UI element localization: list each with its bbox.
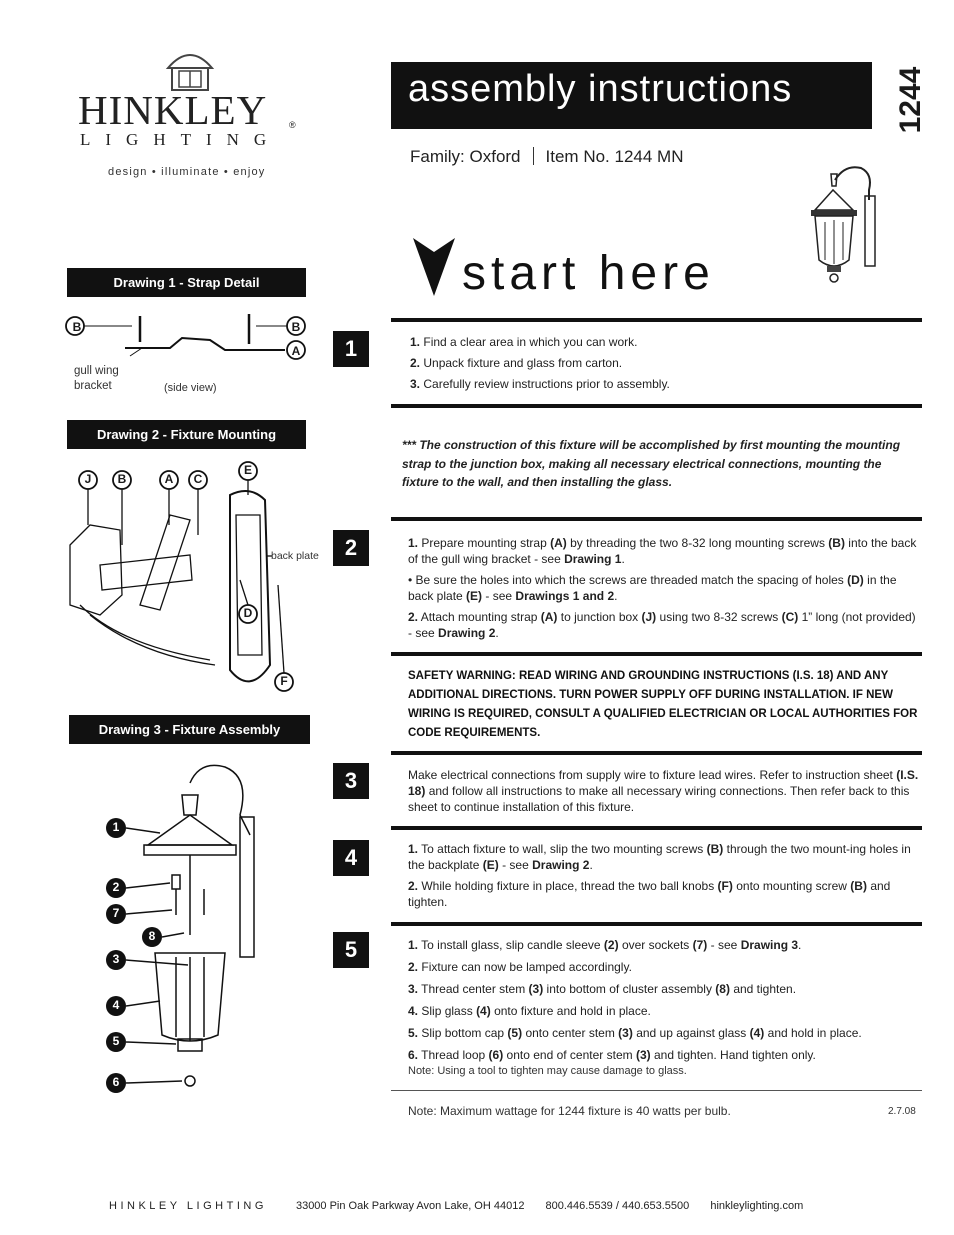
list-item: 5. Slip bottom cap (5) onto center stem (3) and up against glass (4) and hold in place. (408, 1026, 862, 1040)
logo-lantern-icon (160, 44, 220, 92)
divider (391, 751, 922, 755)
divider (391, 517, 922, 521)
callout-4: 4 (112, 998, 120, 1012)
footer (109, 1200, 803, 1212)
divider (391, 922, 922, 926)
item-number: Item No. 1244 MN (545, 147, 684, 166)
fixture-assembly-diagram (100, 755, 280, 1095)
safety-warning: SAFETY WARNING: READ WIRING AND GROUNDING INSTRUCTIONS (I.S. 18) AND ANY ADDITIONAL DIRECTIONS. TURN POWER SUPPLY OFF DURING INSTALLATION. IF NEW WIRING IS REQUIRED, CONSULT A QUALIFIED ELECTRICIAN OR LOCAL AUTHORITIES FOR CODE REQUIREMENTS. (408, 670, 918, 739)
callout-3: 3 (112, 952, 120, 966)
list-item: 3. Thread center stem (3) into bottom of cluster assembly (8) and tighten. (408, 982, 797, 996)
list-item: 2. Unpack fixture and glass from carton. (410, 356, 623, 370)
list-item: • Be sure the holes into which the screws are threaded match the spacing of holes (D) in the back plate (E) - see Drawings 1 and 2. (408, 573, 897, 603)
start-here-heading: start here (462, 247, 715, 300)
item-code: 1244 (894, 66, 927, 134)
list-item: 2. Attach mounting strap (A) to junction box (J) using two 8-32 screws (C) 1” long (not provided) - see Drawing 2. (408, 610, 916, 640)
callout-e: E (243, 463, 252, 477)
list-item: 3. Carefully review instructions prior to assembly. (410, 377, 670, 391)
divider (391, 826, 922, 830)
side-view-label: (side view) (164, 382, 217, 394)
glass-note: Note: Using a tool to tighten may cause damage to glass. (408, 1065, 687, 1077)
step-5-number: 5 (333, 932, 369, 968)
page-title: assembly instructions (408, 68, 793, 110)
step-5-text (408, 937, 920, 1079)
logo-brand: HINKLEY (78, 87, 268, 133)
drawing-3-title: Drawing 3 - Fixture Assembly (69, 715, 310, 744)
step-1-text (410, 334, 915, 397)
step-2-text (408, 535, 918, 646)
callout-b: B (72, 320, 82, 334)
callout-5: 5 (112, 1034, 120, 1048)
step-3-number: 3 (333, 763, 369, 799)
gull-wing-label: gull wing (74, 365, 119, 377)
list-item: 1. To install glass, slip candle sleeve (2) over sockets (7) - see Drawing 3. (408, 938, 802, 952)
footer-brand: HINKLEY LIGHTING (109, 1200, 267, 1212)
family-line (410, 147, 683, 167)
callout-a: A (164, 472, 174, 486)
callout-b: B (291, 320, 301, 334)
step-3-text: Make electrical connections from supply wire to fixture lead wires. Refer to instruction sheet (I.S. 18) and follow all instructions to make all necessary wiring connections. Then refer back to this sheet to continue installation of this fixture. (408, 768, 919, 814)
list-item: 1. To attach fixture to wall, slip the two mounting screws (B) through the two mount-ing holes in the backplate (E) - see Drawing 2. (408, 842, 911, 872)
registered-mark: ® (289, 120, 296, 130)
footer-website: hinkleylighting.com (710, 1200, 804, 1212)
divider (391, 404, 922, 408)
divider (391, 1090, 922, 1091)
back-plate-label: back plate (271, 550, 319, 562)
callout-j: J (84, 472, 92, 486)
callout-b: B (117, 472, 127, 486)
bracket-label: bracket (74, 380, 112, 392)
drawing-2-title: Drawing 2 - Fixture Mounting (67, 420, 306, 449)
fixture-mounting-diagram (60, 455, 320, 700)
list-item: 1. Prepare mounting strap (A) by threading the two 8-32 long mounting screws (B) into the back of the gull wing bracket - see Drawing 1. (408, 536, 917, 566)
step-4-text (408, 841, 918, 915)
step-1-number: 1 (333, 331, 369, 367)
callout-8: 8 (148, 929, 156, 943)
drawing-1-title: Drawing 1 - Strap Detail (67, 268, 306, 297)
intro-note: *** The construction of this fixture will be accomplished by first mounting the mounting strap to the junction box, making all necessary electrical connections, mounting the fixture to the wall, and then installing the glass. (402, 438, 901, 489)
wattage-note: Note: Maximum wattage for 1244 fixture is 40 watts per bulb. (408, 1104, 731, 1118)
list-item: 4. Slip glass (4) onto fixture and hold in place. (408, 1004, 651, 1018)
list-item: 6. Thread loop (6) onto end of center stem (3) and tighten. Hand tighten only. (408, 1048, 816, 1062)
strap-detail-diagram (60, 310, 315, 370)
divider (391, 652, 922, 656)
logo-tagline: design • illuminate • enjoy (108, 166, 266, 178)
callout-7: 7 (112, 906, 120, 920)
list-item: 2. Fixture can now be lamped accordingly. (408, 960, 632, 974)
callout-6: 6 (112, 1075, 120, 1089)
family-name: Family: Oxford (410, 147, 521, 166)
footer-phone: 800.446.5539 / 440.653.5500 (545, 1200, 690, 1212)
callout-a: A (291, 344, 301, 358)
callout-2: 2 (112, 880, 120, 894)
fixture-thumbnail-icon (805, 160, 885, 290)
footer-address: 33000 Pin Oak Parkway Avon Lake, OH 44012 (295, 1200, 525, 1212)
callout-f: F (280, 674, 288, 688)
callout-c: C (193, 472, 203, 486)
separator (533, 147, 534, 165)
step-2-number: 2 (333, 530, 369, 566)
logo-sub: LIGHTING (80, 130, 282, 149)
callout-d: D (243, 606, 253, 620)
revision-date: 2.7.08 (888, 1106, 916, 1117)
divider (391, 318, 922, 322)
list-item: 2. While holding fixture in place, thread the two ball knobs (F) onto mounting screw (B) and tighten. (408, 879, 891, 909)
start-arrow-icon (411, 236, 457, 298)
callout-1: 1 (112, 820, 120, 834)
step-4-number: 4 (333, 840, 369, 876)
list-item: 1. Find a clear area in which you can work. (410, 335, 638, 349)
